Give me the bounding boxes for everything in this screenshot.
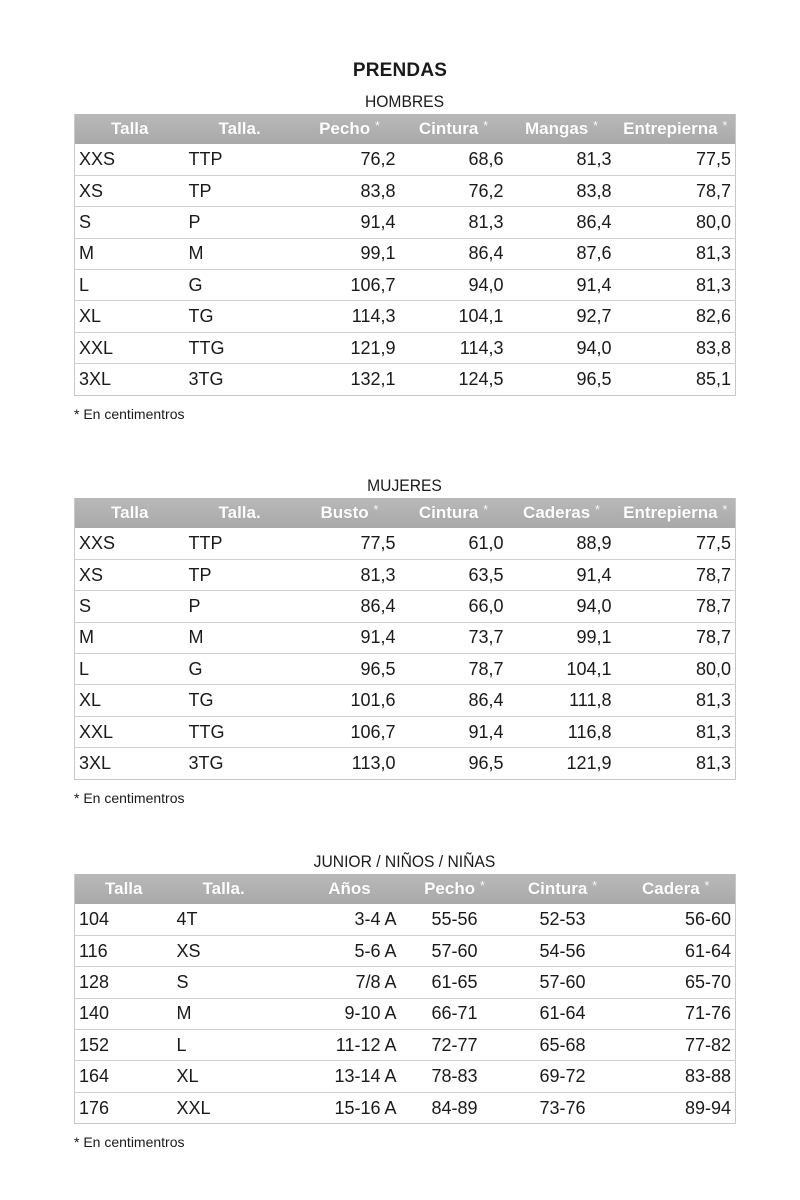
table-cell: 81,3 — [508, 144, 616, 175]
size-table-mujeres — [74, 498, 736, 780]
table-cell: M — [173, 998, 283, 1029]
column-header: Caderas * — [523, 502, 600, 522]
table-cell: 106,7 — [300, 270, 400, 301]
table-cell: 4T — [173, 904, 283, 935]
column-header: Cadera * — [642, 878, 710, 898]
table-row — [75, 528, 736, 559]
table-cell: 77-82 — [617, 1030, 736, 1061]
column-header: Talla — [111, 119, 149, 138]
table-cell: 61-64 — [509, 998, 617, 1029]
section-title-junior: JUNIOR / NIÑOS / NIÑAS — [313, 852, 496, 871]
table-row — [75, 332, 736, 363]
table-cell: L — [173, 1030, 283, 1061]
section-mujeres — [74, 474, 735, 808]
table-cell: 77,5 — [616, 144, 736, 175]
table-cell: 82,6 — [616, 301, 736, 332]
asterisk-mark: * — [479, 878, 485, 893]
table-cell: 89-94 — [617, 1092, 736, 1123]
size-table-hombres — [74, 114, 736, 396]
table-row — [75, 654, 736, 685]
column-header: Talla — [111, 503, 149, 522]
table-cell: M — [75, 238, 185, 269]
table-cell: 56-60 — [617, 904, 736, 935]
table-cell: 81,3 — [400, 207, 508, 238]
table-row — [75, 622, 736, 653]
table-cell: 92,7 — [508, 301, 616, 332]
table-row — [75, 144, 736, 175]
table-cell: S — [173, 967, 283, 998]
table-cell: L — [75, 654, 185, 685]
table-cell: 114,3 — [300, 301, 400, 332]
table-cell: P — [185, 207, 300, 238]
asterisk-mark: * — [592, 118, 599, 133]
footnote: * En centimentros — [74, 405, 185, 422]
table-cell: 94,0 — [400, 270, 508, 301]
table-cell: M — [185, 238, 300, 269]
table-cell: 78,7 — [616, 559, 736, 590]
table-cell: 52-53 — [509, 904, 617, 935]
asterisk-mark: * — [594, 502, 600, 517]
table-cell: 91,4 — [400, 716, 508, 747]
column-header: Cintura * — [527, 878, 598, 898]
table-cell: 15-16 A — [283, 1092, 401, 1123]
table-cell: 3XL — [75, 364, 185, 395]
table-cell: TP — [185, 559, 300, 590]
page-title: PRENDAS — [352, 60, 448, 81]
table-cell: 85,1 — [616, 364, 736, 395]
table-cell: 3-4 A — [283, 904, 401, 935]
table-cell: 94,0 — [508, 591, 616, 622]
asterisk-mark: * — [722, 502, 728, 517]
table-cell: 121,9 — [508, 748, 616, 779]
table-cell: 176 — [75, 1092, 173, 1123]
table-cell: 78,7 — [616, 591, 736, 622]
table-cell: 3TG — [185, 748, 300, 779]
asterisk-mark: * — [722, 118, 728, 133]
table-cell: 3XL — [75, 748, 185, 779]
table-cell: 61-65 — [401, 967, 509, 998]
table-cell: TG — [185, 685, 300, 716]
table-cell: 3TG — [185, 364, 300, 395]
table-cell: 77,5 — [300, 528, 400, 559]
table-cell: 83-88 — [617, 1061, 736, 1092]
table-cell: XXS — [75, 144, 185, 175]
table-cell: 104 — [75, 904, 173, 935]
table-cell: TTG — [185, 332, 300, 363]
table-cell: XXL — [75, 332, 185, 363]
table-header-row — [75, 498, 736, 528]
table-cell: 63,5 — [400, 559, 508, 590]
table-row — [75, 904, 736, 935]
table-cell: 124,5 — [400, 364, 508, 395]
table-cell: 94,0 — [508, 332, 616, 363]
section-title-hombres: HOMBRES — [364, 92, 445, 111]
table-cell: 5-6 A — [283, 935, 401, 966]
column-header: Talla. — [218, 119, 261, 138]
table-cell: 71-76 — [617, 998, 736, 1029]
table-cell: XS — [173, 935, 283, 966]
table-cell: TTP — [185, 528, 300, 559]
table-cell: 66-71 — [401, 998, 509, 1029]
table-row — [75, 748, 736, 779]
table-cell: 78,7 — [616, 622, 736, 653]
column-header: Entrepierna * — [623, 118, 728, 138]
asterisk-mark: * — [592, 878, 598, 893]
table-cell: 76,2 — [400, 175, 508, 206]
section-title-mujeres: MUJERES — [367, 476, 442, 495]
table-row — [75, 270, 736, 301]
table-cell: P — [185, 591, 300, 622]
table-cell: M — [75, 622, 185, 653]
column-header: Talla — [105, 879, 143, 898]
footnote: * En centimentros — [74, 789, 185, 806]
table-row — [75, 998, 736, 1029]
section-junior — [74, 850, 735, 1152]
table-row — [75, 935, 736, 966]
table-row — [75, 967, 736, 998]
table-cell: 152 — [75, 1030, 173, 1061]
table-cell: G — [185, 270, 300, 301]
table-cell: 72-77 — [401, 1030, 509, 1061]
column-header: Busto * — [320, 502, 379, 522]
table-cell: 83,8 — [508, 175, 616, 206]
table-cell: XS — [75, 559, 185, 590]
asterisk-mark: * — [374, 118, 380, 133]
asterisk-mark: * — [483, 118, 489, 133]
table-cell: 83,8 — [300, 175, 400, 206]
table-cell: 83,8 — [616, 332, 736, 363]
table-cell: 114,3 — [400, 332, 508, 363]
table-cell: G — [185, 654, 300, 685]
table-cell: 77,5 — [616, 528, 736, 559]
table-cell: 69-72 — [509, 1061, 617, 1092]
table-cell: XXL — [75, 716, 185, 747]
table-cell: 101,6 — [300, 685, 400, 716]
table-cell: 96,5 — [400, 748, 508, 779]
table-cell: 57-60 — [401, 935, 509, 966]
table-row — [75, 301, 736, 332]
table-cell: 81,3 — [300, 559, 400, 590]
table-cell: M — [185, 622, 300, 653]
table-cell: 65-68 — [509, 1030, 617, 1061]
table-row — [75, 175, 736, 206]
table-cell: 54-56 — [509, 935, 617, 966]
table-cell: 116,8 — [508, 716, 616, 747]
table-row — [75, 1092, 736, 1123]
column-header: Pecho * — [319, 118, 380, 138]
table-cell: 81,3 — [616, 748, 736, 779]
table-cell: XL — [173, 1061, 283, 1092]
table-cell: 86,4 — [508, 207, 616, 238]
table-cell: 84-89 — [401, 1092, 509, 1123]
table-cell: 78,7 — [616, 175, 736, 206]
table-cell: 91,4 — [508, 559, 616, 590]
table-cell: TTG — [185, 716, 300, 747]
table-cell: 121,9 — [300, 332, 400, 363]
table-row — [75, 364, 736, 395]
table-cell: 87,6 — [508, 238, 616, 269]
table-cell: 61,0 — [400, 528, 508, 559]
table-header-row — [75, 874, 736, 904]
table-cell: 81,3 — [616, 685, 736, 716]
table-cell: 140 — [75, 998, 173, 1029]
table-row — [75, 207, 736, 238]
table-cell: 81,3 — [616, 238, 736, 269]
table-cell: TP — [185, 175, 300, 206]
table-row — [75, 238, 736, 269]
table-header-row — [75, 114, 736, 144]
table-cell: 91,4 — [508, 270, 616, 301]
column-header: Talla. — [202, 879, 245, 898]
table-cell: 132,1 — [300, 364, 400, 395]
table-cell: 76,2 — [300, 144, 400, 175]
table-cell: XXS — [75, 528, 185, 559]
table-row — [75, 716, 736, 747]
table-cell: 65-70 — [617, 967, 736, 998]
table-cell: 106,7 — [300, 716, 400, 747]
table-cell: 66,0 — [400, 591, 508, 622]
column-header: Años — [328, 879, 371, 898]
table-cell: 57-60 — [509, 967, 617, 998]
asterisk-mark: * — [373, 502, 379, 517]
column-header: Mangas * — [524, 118, 599, 138]
table-cell: 80,0 — [616, 207, 736, 238]
table-cell: 99,1 — [300, 238, 400, 269]
section-hombres — [74, 90, 735, 424]
table-cell: XXL — [173, 1092, 283, 1123]
table-cell: 86,4 — [400, 238, 508, 269]
asterisk-mark: * — [483, 502, 489, 517]
table-cell: 78,7 — [400, 654, 508, 685]
table-cell: 86,4 — [400, 685, 508, 716]
table-row — [75, 1030, 736, 1061]
asterisk-mark: * — [704, 878, 710, 893]
footnote: * En centimentros — [74, 1134, 185, 1151]
table-cell: 104,1 — [400, 301, 508, 332]
size-table-junior — [74, 874, 736, 1124]
table-cell: 91,4 — [300, 622, 400, 653]
table-cell: 11-12 A — [283, 1030, 401, 1061]
table-cell: 61-64 — [617, 935, 736, 966]
table-cell: 128 — [75, 967, 173, 998]
column-header: Cintura * — [418, 502, 489, 522]
table-cell: 104,1 — [508, 654, 616, 685]
table-cell: 73,7 — [400, 622, 508, 653]
column-header: Entrepierna * — [623, 502, 728, 522]
table-cell: 13-14 A — [283, 1061, 401, 1092]
table-cell: 164 — [75, 1061, 173, 1092]
table-row — [75, 591, 736, 622]
table-cell: 99,1 — [508, 622, 616, 653]
table-cell: XS — [75, 175, 185, 206]
table-cell: S — [75, 207, 185, 238]
table-cell: 116 — [75, 935, 173, 966]
table-cell: 91,4 — [300, 207, 400, 238]
table-cell: 88,9 — [508, 528, 616, 559]
table-cell: TG — [185, 301, 300, 332]
table-cell: 9-10 A — [283, 998, 401, 1029]
table-row — [75, 685, 736, 716]
table-cell: 81,3 — [616, 270, 736, 301]
table-cell: S — [75, 591, 185, 622]
table-cell: 111,8 — [508, 685, 616, 716]
table-cell: 78-83 — [401, 1061, 509, 1092]
column-header: Cintura * — [418, 118, 489, 138]
table-cell: 96,5 — [508, 364, 616, 395]
table-row — [75, 559, 736, 590]
table-row — [75, 1061, 736, 1092]
table-cell: 7/8 A — [283, 967, 401, 998]
table-cell: 73-76 — [509, 1092, 617, 1123]
table-cell: L — [75, 270, 185, 301]
column-header: Pecho * — [424, 878, 485, 898]
table-cell: 96,5 — [300, 654, 400, 685]
table-cell: 81,3 — [616, 716, 736, 747]
table-cell: XL — [75, 685, 185, 716]
table-cell: 68,6 — [400, 144, 508, 175]
table-cell: TTP — [185, 144, 300, 175]
table-cell: XL — [75, 301, 185, 332]
table-cell: 86,4 — [300, 591, 400, 622]
table-cell: 55-56 — [401, 904, 509, 935]
table-cell: 80,0 — [616, 654, 736, 685]
table-cell: 113,0 — [300, 748, 400, 779]
column-header: Talla. — [218, 503, 261, 522]
